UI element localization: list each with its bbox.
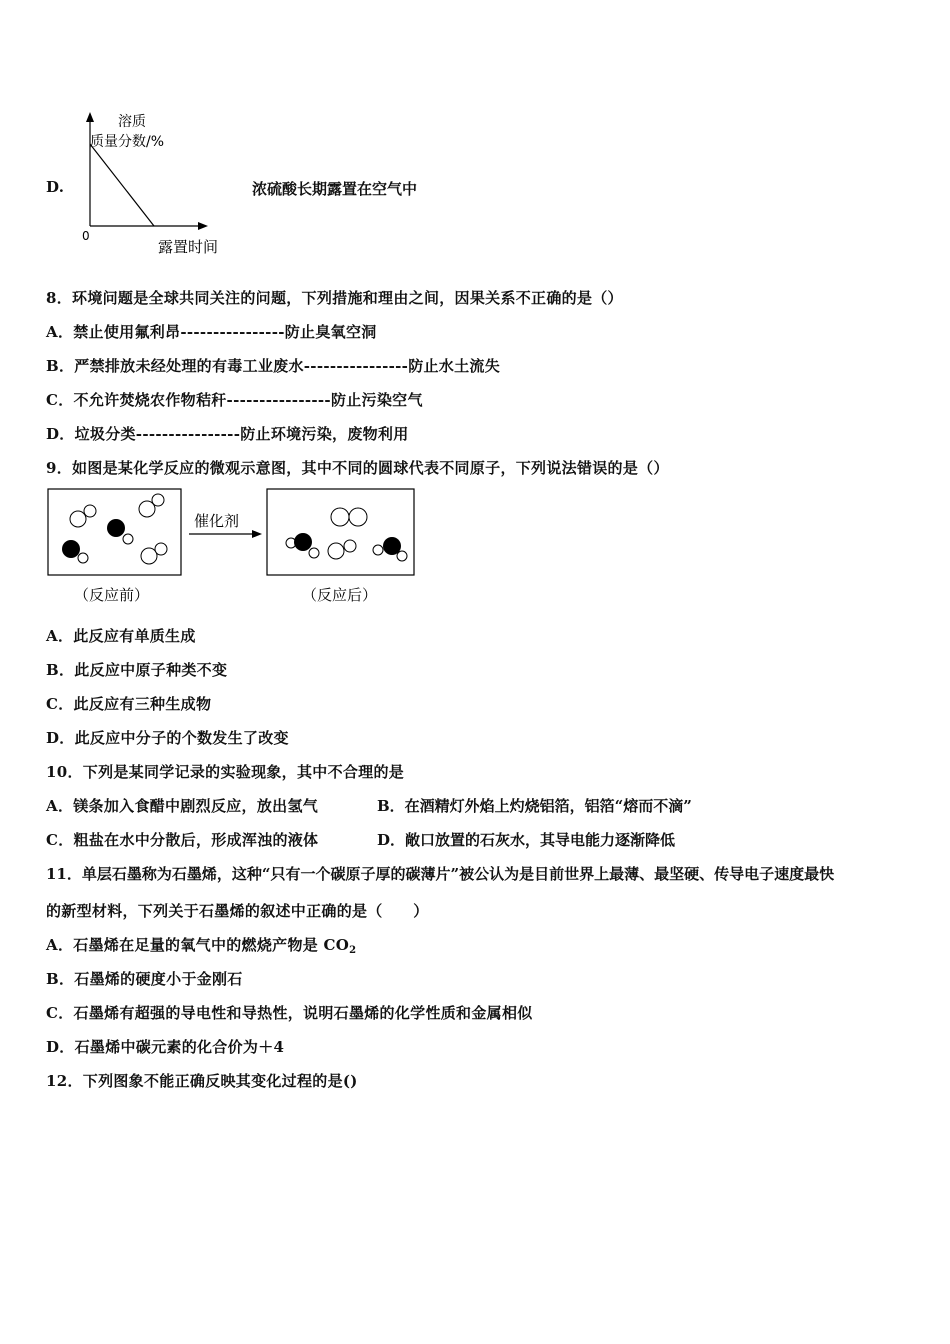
q8-option-a: A．禁止使用氟利昂----------------防止臭氧空洞 (46, 323, 377, 341)
q7-line-graph (78, 108, 238, 260)
graph-y-label-2: 质量分数/% (90, 134, 165, 150)
q11-option-c: C．石墨烯有超强的导电性和导热性，说明石墨烯的化学性质和金属相似 (46, 1004, 533, 1022)
q11-option-a-text: A．石墨烯在足量的氧气中的燃烧产物是 CO (46, 936, 350, 954)
q10-stem: 10．下列是某同学记录的实验现象，其中不合理的是 (46, 763, 405, 781)
q7-option-d-text: 浓硫酸长期露置在空气中 (252, 180, 418, 198)
q7-option-d-label: D. (46, 178, 65, 196)
q9-stem: 9．如图是某化学反应的微观示意图，其中不同的圆球代表不同原子，下列说法错误的是（） (46, 459, 669, 477)
q11-option-a (46, 934, 356, 956)
q10-option-a: A．镁条加入食醋中剧烈反应，放出氢气 (46, 797, 319, 815)
after-box (267, 489, 414, 575)
q8-option-c: C．不允许焚烧农作物秸秆----------------防止污染空气 (46, 391, 423, 409)
q9-option-c: C．此反应有三种生成物 (46, 695, 212, 713)
graph-y-label-1: 溶质 (118, 114, 146, 130)
q11-option-a-subscript: 2 (349, 945, 357, 956)
graph-origin: 0 (82, 229, 90, 243)
q9-option-d: D．此反应中分子的个数发生了改变 (46, 729, 289, 747)
q9-reaction-diagram (44, 486, 424, 612)
q10-option-b: B．在酒精灯外焰上灼烧铝箔，铝箔“熔而不滴” (377, 797, 692, 815)
q11-option-d: D．石墨烯中碳元素的化合价为＋4 (46, 1038, 285, 1056)
before-caption: （反应前） (74, 586, 150, 604)
q8-option-b: B．严禁排放未经处理的有毒工业废水----------------防止水土流失 (46, 357, 500, 375)
q9-option-a: A．此反应有单质生成 (46, 627, 196, 645)
graph-x-label: 露置时间 (158, 238, 219, 256)
q12-stem: 12．下列图象不能正确反映其变化过程的是() (46, 1072, 358, 1090)
q11-stem-line1: 11．单层石墨称为石墨烯，这种“只有一个碳原子厚的碳薄片”被公认为是目前世界上最薄、最坚硬、传导电子速度最快 (46, 865, 835, 883)
q11-option-b: B．石墨烯的硬度小于金刚石 (46, 970, 243, 988)
q8-option-d: D．垃圾分类----------------防止环境污染，废物利用 (46, 425, 409, 443)
q9-option-b: B．此反应中原子种类不变 (46, 661, 228, 679)
catalyst-label: 催化剂 (194, 512, 240, 530)
q8-stem: 8．环境问题是全球共同关注的问题，下列措施和理由之间，因果关系不正确的是（） (46, 289, 623, 307)
after-caption: （反应后） (302, 586, 378, 604)
q10-option-d: D．敞口放置的石灰水，其导电能力逐渐降低 (377, 831, 676, 849)
q11-stem-line2: 的新型材料，下列关于石墨烯的叙述中正确的是（ ） (46, 902, 429, 920)
q10-option-c: C．粗盐在水中分散后，形成浑浊的液体 (46, 831, 319, 849)
